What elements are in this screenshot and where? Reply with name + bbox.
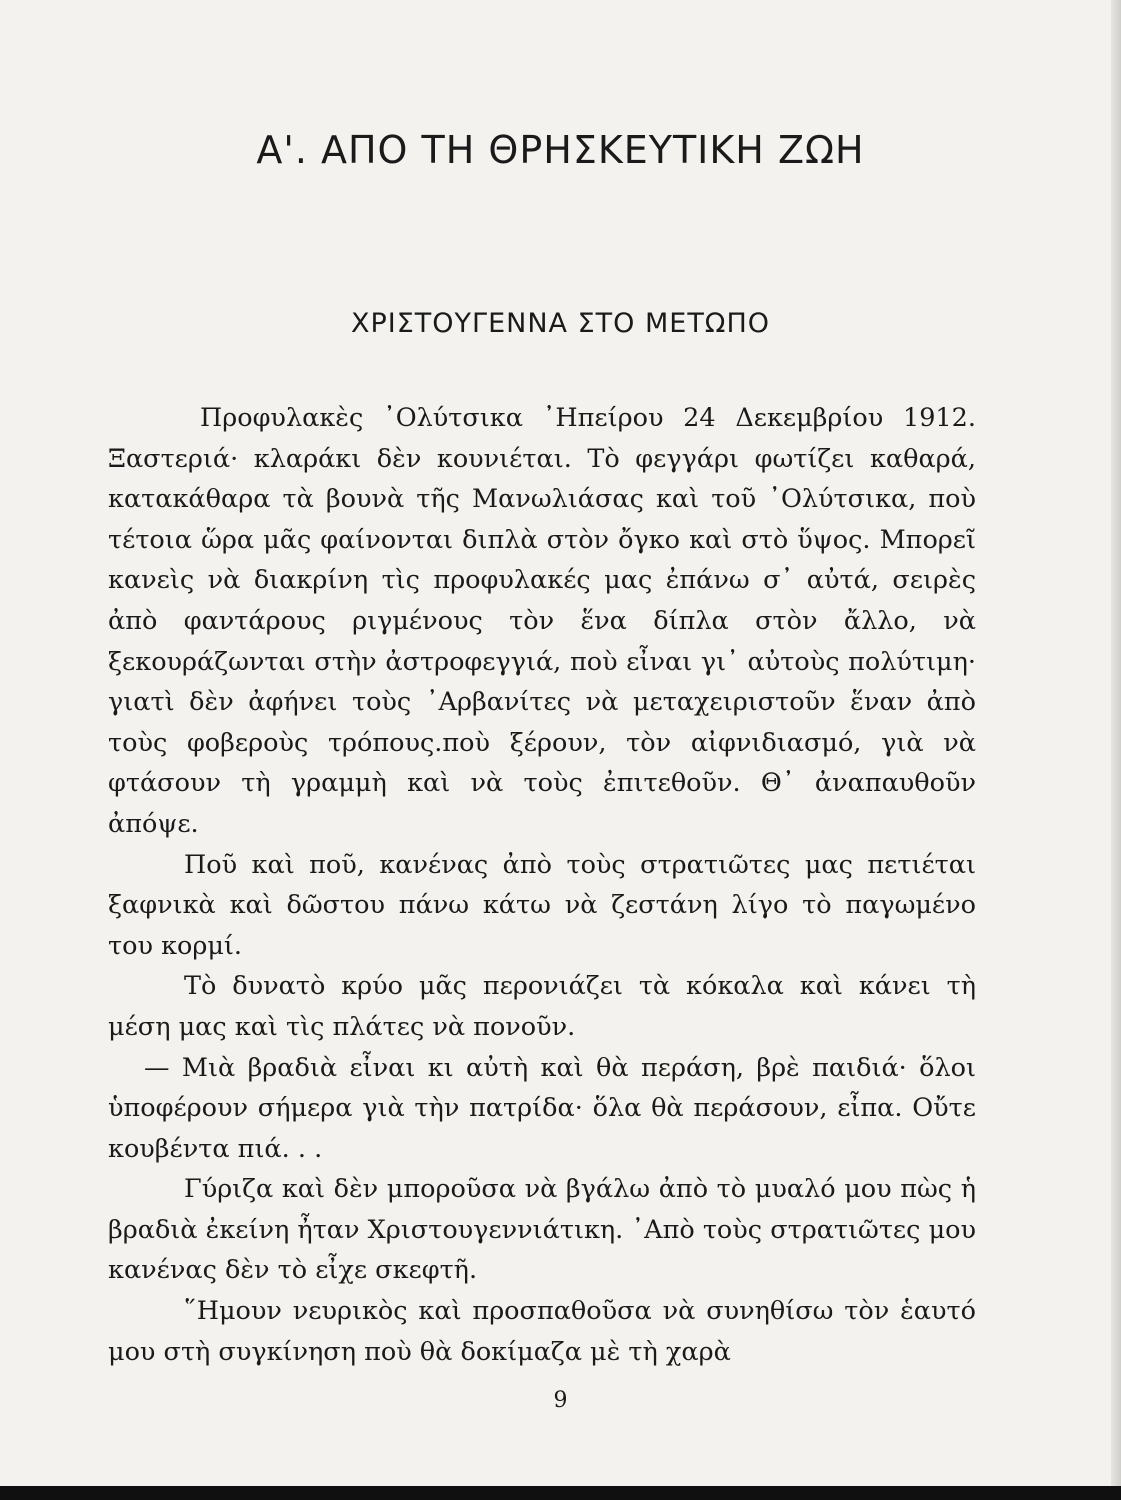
paragraph: ῞Ημουν νευρικὸς καὶ προσπαθοῦσα νὰ συνηθίσω τὸν ἑαυτό μου στὴ συγκίνηση ποὺ θὰ δοκίμαζα μὲ τὴ χαρὰ	[108, 1296, 976, 1367]
paragraph: Γύριζα καὶ δὲν μποροῦσα νὰ βγάλω ἀπὸ τὸ μυαλό μου πὼς ἡ βραδιὰ ἐκείνη ἦταν Χριστουγεννιάτικη. ᾿Απὸ τοὺς στρατιῶτες μου κανένας δὲν τὸ εἶχε σκεφτῆ.	[108, 1174, 976, 1286]
scan-border	[0, 1486, 1121, 1500]
page-number: 9	[553, 1388, 568, 1413]
paragraph: Ποῦ καὶ ποῦ, κανένας ἀπὸ τοὺς στρατιῶτες μας πετιέται ξαφνικὰ καὶ δῶστου πάνω κάτω νὰ ζεστάνη λίγο τὸ παγωμένο του κορμί.	[108, 849, 976, 961]
paragraph: Τὸ δυνατὸ κρύο μᾶς περονιάζει τὰ κόκαλα καὶ κάνει τὴ μέση μας καὶ τὶς πλάτες νὰ πονοῦν.	[108, 971, 976, 1042]
paragraph: — Μιὰ βραδιὰ εἶναι κι αὐτὴ καὶ θὰ περάση, βρὲ παιδιά· ὅλοι ὑποφέρουν σήμερα γιὰ τὴν πατρίδα· ὅλα θὰ περάσουν, εἶπα. Οὔτε κουβέντα πιά. . .	[108, 1052, 976, 1164]
paragraph: Προφυλακὲς ᾿Ολύτσικα ᾿Ηπείρου 24 Δεκεμβρίου 1912. Ξαστεριά· κλαράκι δὲν κουνιέται. Τὸ φεγγάρι φωτίζει καθαρά, κατακάθαρα τὰ βουνὰ τῆς Μανωλιάσας καὶ τοῦ ᾿Ολύτσικα, ποὺ τέτοια ὥρα μᾶς φαίνονται διπλὰ στὸν ὄγκο καὶ στὸ ὕψος. Μπορεῖ κανεὶς νὰ διακρίνη τὶς προφυλακές μας ἐπάνω σ᾿ αὐτά, σειρὲς ἀπὸ φαντάρους ριγμένους τὸν ἕνα δίπλα στὸν ἄλλο, νὰ ξεκουράζωνται στὴν ἀστροφεγγιά, ποὺ εἶναι γι᾿ αὐτοὺς πολύτιμη· γιατὶ δὲν ἀφήνει τοὺς ᾿Αρβανίτες νὰ μεταχειριστοῦν ἕναν ἀπὸ τοὺς φοβεροὺς τρόπους.ποὺ ξέρουν, τὸν αἰφνιδιασμό, γιὰ νὰ φτάσουν τὴ γραμμὴ καὶ νὰ τοὺς ἐπιτεθοῦν. Θ᾿ ἀναπαυθοῦν ἀπόψε.	[108, 403, 976, 839]
body-text	[108, 398, 976, 1372]
page-edge-shadow	[1111, 0, 1121, 1500]
section-title: ΧΡΙΣΤΟΥΓΕΝΝΑ ΣΤΟ ΜΕΤΩΠΟ	[350, 308, 770, 339]
chapter-title: Α'. ΑΠΟ ΤΗ ΘΡΗΣΚΕΥΤΙΚΗ ΖΩΗ	[256, 128, 865, 172]
